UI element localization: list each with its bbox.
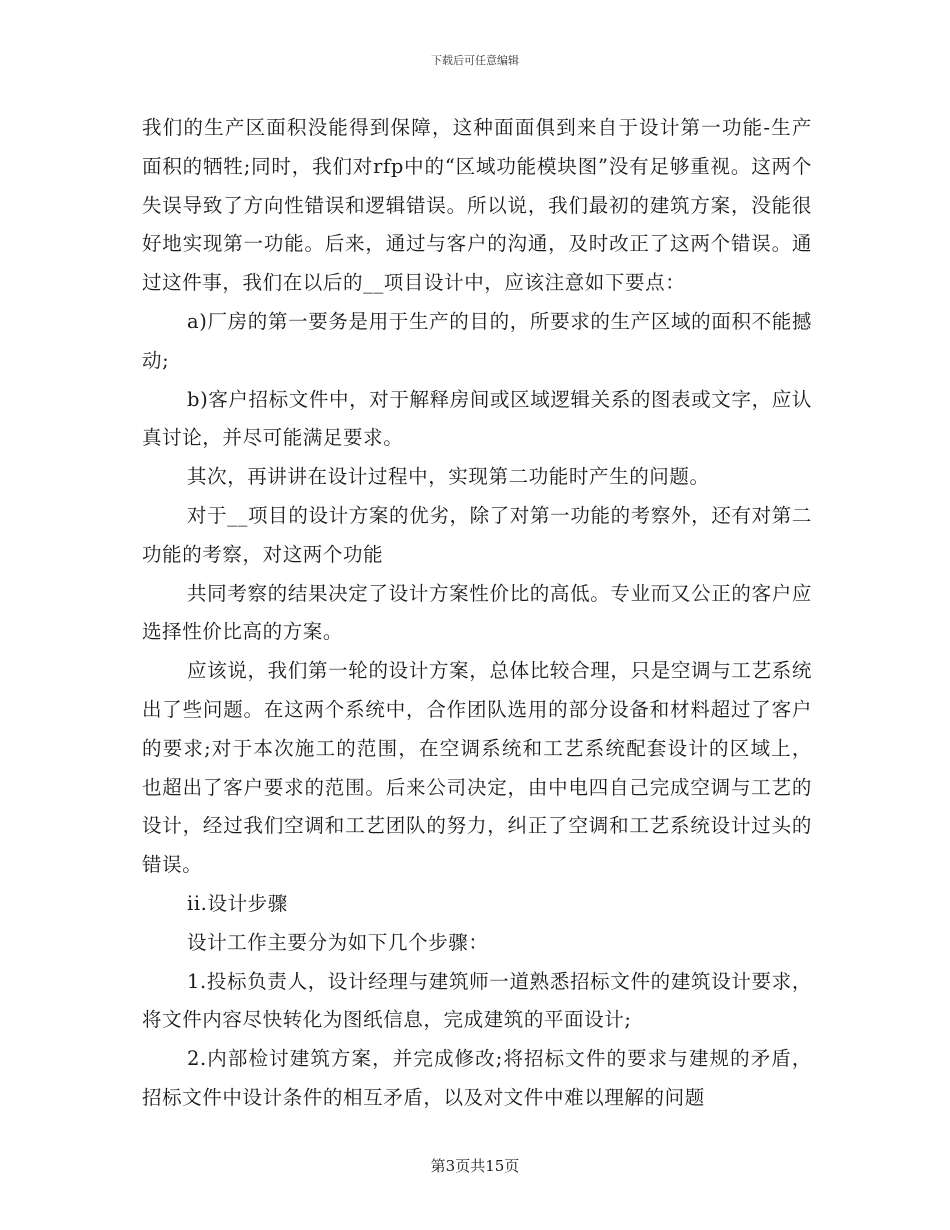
list-item: 2.内部检讨建筑方案，并完成修改;将招标文件的要求与建规的矛盾，招标文件中设计条件的相互矛盾，以及对文件中难以理解的问题 xyxy=(142,1047,812,1109)
paragraph: 设计工作主要分为如下几个步骤： xyxy=(187,930,489,954)
paragraph: 应该说，我们第一轮的设计方案，总体比较合理，只是空调与工艺系统出了些问题。在这两个系统中，合作团队选用的部分设备和材料超过了客户的要求;对于本次施工的范围，在空调系统和工艺系统配套设计的区域上，也超出了客户要求的范围。后来公司决定，由中电四自己完成空调与工艺的设计，经过我们空调和工艺团队的努力，纠正了空调和工艺系统设计过头的错误。 xyxy=(142,659,812,877)
list-item: 1.投标负责人，设计经理与建筑师一道熟悉招标文件的建筑设计要求，将文件内容尽快转化为图纸信息，完成建筑的平面设计; xyxy=(142,969,812,1032)
paragraph: b)客户招标文件中，对于解释房间或区域逻辑关系的图表或文字，应认真讨论，并尽可能满足要求。 xyxy=(142,387,812,450)
paragraph: 对于__项目的设计方案的优劣，除了对第一功能的考察外，还有对第二功能的考察，对这两个功能 xyxy=(142,503,812,566)
paragraph: 其次，再讲讲在设计过程中，实现第二功能时产生的问题。 xyxy=(187,465,710,489)
page-header: 下载后可任意编辑 xyxy=(431,54,519,67)
paragraph: a)厂房的第一要务是用于生产的目的，所要求的生产区域的面积不能撼动; xyxy=(142,309,812,372)
paragraph: 我们的生产区面积没能得到保障，这种面面俱到来自于设计第一功能-生产面积的牺牲;同时，我们对rfp中的“区域功能模块图”没有足够重视。这两个失误导致了方向性错误和逻辑错误。所以说，我们最初的建筑方案，没能很好地实现第一功能。后来，通过与客户的沟通，及时改正了这两个错误。通过这件事，我们在以后的__项目设计中，应该注意如下要点： xyxy=(142,116,812,295)
document-body xyxy=(142,109,812,1118)
page-number-footer: 第3页共15页 xyxy=(430,1157,520,1175)
paragraph: 共同考察的结果决定了设计方案性价比的高低。专业而又公正的客户应选择性价比高的方案。 xyxy=(142,581,812,644)
section-heading: ii.设计步骤 xyxy=(187,891,288,915)
